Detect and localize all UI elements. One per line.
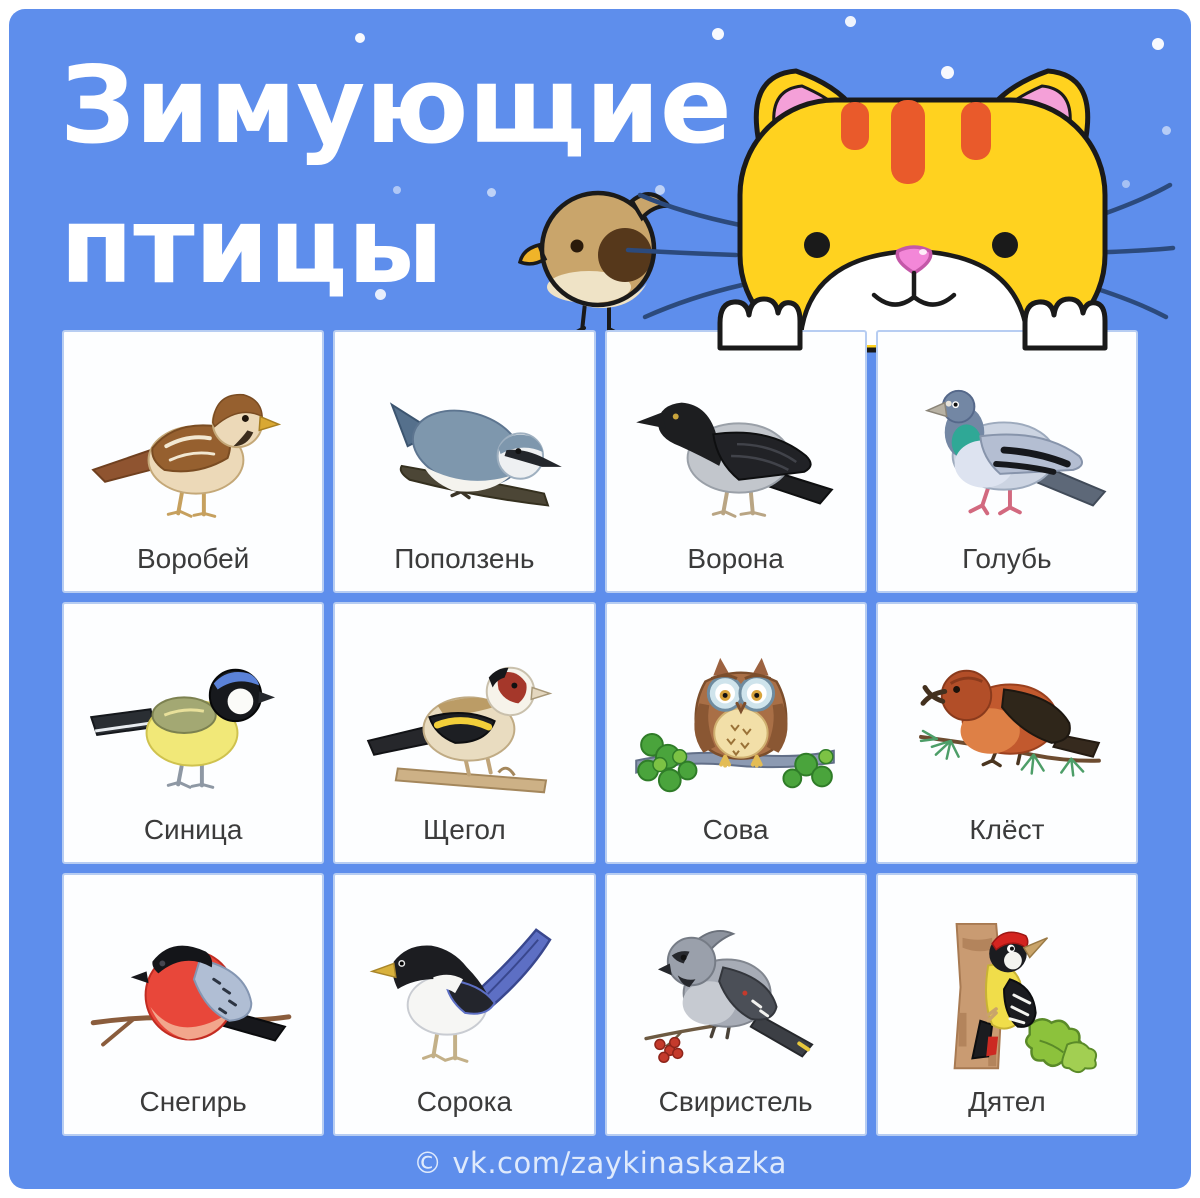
bird-card-label: Снегирь	[139, 1085, 247, 1117]
bird-card-label: Ворона	[687, 542, 784, 574]
tit-illustration	[79, 646, 307, 814]
woodpecker-illustration	[893, 918, 1121, 1086]
crow-illustration	[622, 375, 850, 543]
bird-card-waxwing	[605, 873, 867, 1136]
bird-card-label: Щегол	[423, 814, 506, 846]
bird-card-label: Сова	[702, 814, 769, 846]
bird-card-bullfinch	[62, 873, 324, 1136]
cat-paw-left	[720, 299, 800, 348]
bird-card-tit	[62, 602, 324, 865]
title-line-2: птицы	[60, 183, 444, 307]
sparrow-illustration	[79, 375, 307, 543]
bird-card-nuthatch	[333, 330, 595, 593]
snow-dot	[845, 16, 856, 27]
bird-card-crossbill	[876, 602, 1138, 865]
bird-card-owl	[605, 602, 867, 865]
waxwing-illustration	[622, 918, 850, 1086]
bird-card-pigeon	[876, 330, 1138, 593]
bird-card-label: Клёст	[969, 814, 1045, 846]
watermark: © vk.com/zaykinaskazka	[413, 1146, 787, 1180]
bird-card-woodpecker	[876, 873, 1138, 1136]
bird-card-magpie	[333, 873, 595, 1136]
crossbill-illustration	[893, 646, 1121, 814]
bird-card-label: Синица	[143, 814, 243, 846]
bird-card-label: Дятел	[968, 1085, 1046, 1117]
bird-card-grid	[62, 330, 1138, 1136]
bird-card-label: Голубь	[962, 542, 1052, 574]
owl-illustration	[622, 646, 850, 814]
magpie-illustration	[350, 918, 578, 1086]
pigeon-illustration	[893, 375, 1121, 543]
cat-paw-right	[1025, 299, 1105, 348]
bird-card-sparrow	[62, 330, 324, 593]
goldfinch-illustration	[350, 646, 578, 814]
bird-card-crow	[605, 330, 867, 593]
bird-card-label: Поползень	[394, 542, 535, 574]
bird-card-label: Свиристель	[658, 1085, 813, 1117]
nuthatch-illustration	[350, 375, 578, 543]
bird-card-goldfinch	[333, 602, 595, 865]
bird-card-label: Воробей	[136, 542, 250, 574]
bird-card-label: Сорока	[416, 1085, 513, 1117]
bullfinch-illustration	[79, 918, 307, 1086]
cat-paws-icon	[620, 45, 1180, 355]
title-line-1: Зимующие	[60, 44, 732, 167]
